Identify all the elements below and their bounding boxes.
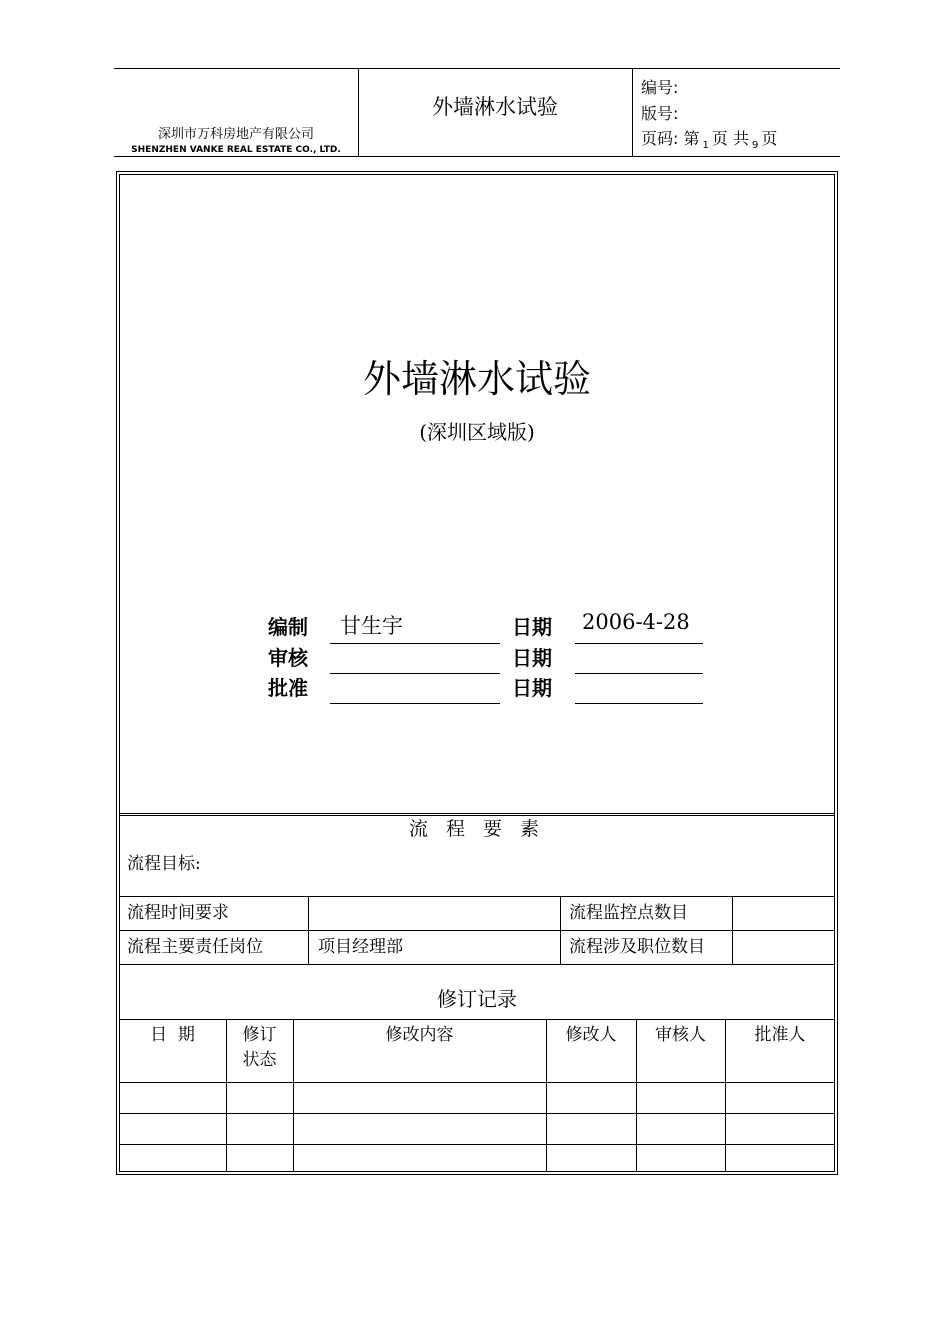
compile-value: 甘生宇 [340,614,403,638]
cover-title: 外墙淋水试验 [362,357,591,401]
roles-count-label: 流程涉及职位数目 [569,937,705,957]
col-header-reviewer: 审核人 [655,1025,706,1045]
cover-subtitle: (深圳区域版) [419,420,535,444]
col-line-1 [308,896,309,964]
col-header-content: 修改内容 [385,1025,454,1045]
main-role-value: 项目经理部 [318,937,403,957]
page-label: 页码: [641,129,679,148]
monitor-points-label: 流程监控点数目 [569,903,688,923]
compile-date-value: 2006-4-28 [582,610,690,634]
col-header-status-1: 修订 [242,1025,277,1045]
row-line-1 [119,896,835,897]
process-section-title: 流 程 要 素 [408,818,546,840]
compile-date-underline [575,643,703,644]
review-underline [330,673,500,674]
header-bottom-border [114,156,840,157]
review-date-underline [575,673,703,674]
review-label: 审核 [268,646,308,670]
col-line-2 [560,896,561,964]
page-mid: 页 共 [711,129,749,148]
approve-date-label: 日期 [512,676,552,700]
header-divider-right [632,68,633,156]
row-line-2 [119,930,835,931]
company-name-en: SHENZHEN VANKE REAL ESTATE CO., LTD. [131,145,341,155]
col-header-approver: 批准人 [754,1025,806,1045]
time-requirement-label: 流程时间要求 [127,903,229,923]
company-name-cn: 深圳市万科房地产有限公司 [157,127,314,142]
revision-title: 修订记录 [437,987,517,1011]
approve-underline [330,703,500,704]
col-line-3 [732,896,733,964]
col-header-editor: 修改人 [565,1025,617,1045]
col-header-status-2: 状态 [242,1050,277,1070]
col-header-date: 日 期 [150,1025,195,1045]
main-role-label: 流程主要责任岗位 [127,937,263,957]
compile-date-label: 日期 [512,615,552,639]
header-title: 外墙淋水试验 [432,95,558,119]
page-prefix: 第 [683,129,700,148]
doc-version-label: 版号: [641,104,679,123]
approve-date-underline [575,703,703,704]
page-total: 9 [751,140,759,151]
compile-underline [330,643,500,644]
page-info [641,126,777,149]
doc-number-label: 编号: [641,78,679,97]
review-date-label: 日期 [512,646,552,670]
row-line-3 [119,964,835,965]
process-goal-label: 流程目标: [127,854,201,874]
compile-label: 编制 [268,615,308,639]
page-suffix: 页 [761,129,778,148]
header-top-border [114,68,840,69]
page-current: 1 [702,140,709,151]
approve-label: 批准 [268,676,308,700]
